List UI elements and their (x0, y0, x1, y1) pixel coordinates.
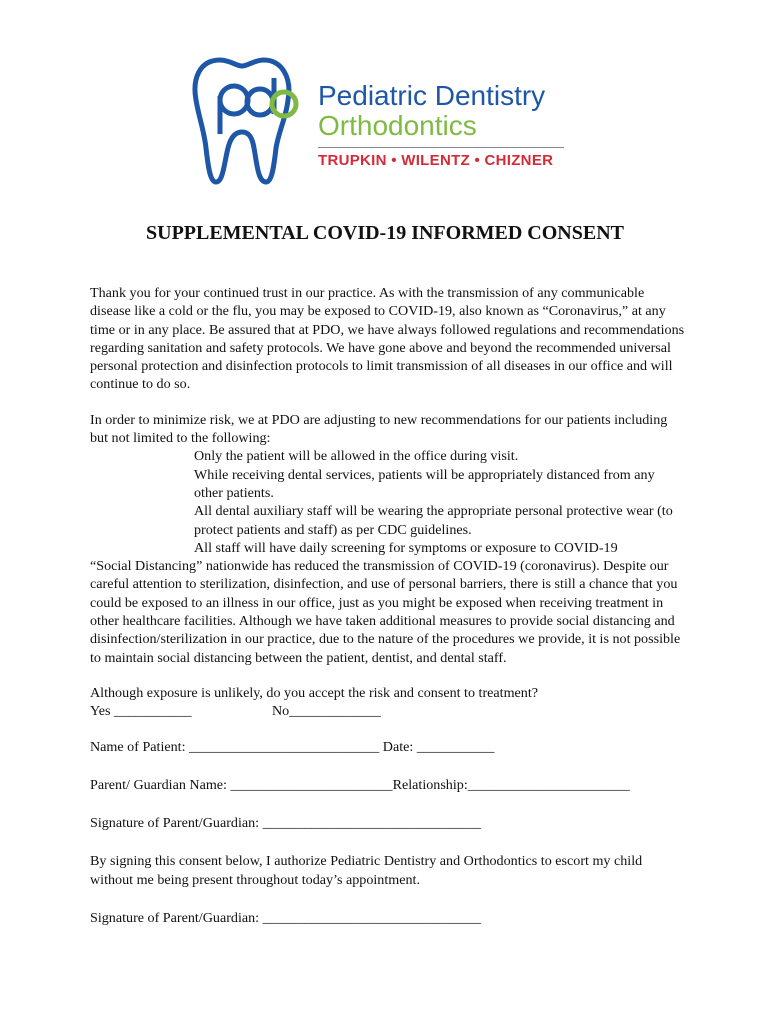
intro-paragraph: Thank you for your continued trust in our practice. As with the transmission of any communicable disease like a cold or the flu, you may be exposed to COVID-19, also known as “Coronavirus,” at any time or in any place. Be assured that at PDO, we have always followed regulations and recommendations regarding sanitation and safety protocols. We have gone above and beyond the recommended universal personal protection and disinfection protocols to limit transmission of all diseases in our office and will continue to do so. (90, 285, 685, 393)
brand-doctors: TRUPKIN • WILENTZ • CHIZNER (318, 152, 554, 169)
list-item: All dental auxiliary staff will be wearing the appropriate personal protective wear (to protect patients and staff) as per CDC guidelines. (194, 503, 673, 538)
yes-field[interactable]: Yes ___________ (90, 703, 192, 720)
guardian-signature-field-2[interactable]: Signature of Parent/Guardian: _______________________________ (90, 910, 482, 927)
yes-no-row (90, 702, 685, 720)
consent-question: Although exposure is unlikely, do you accept the risk and consent to treatment? (90, 684, 539, 701)
no-field[interactable]: No_____________ (272, 703, 381, 720)
list-item: Only the patient will be allowed in the office during visit. (194, 448, 519, 465)
guardian-name-relationship-field[interactable]: Parent/ Guardian Name: _______________________Relationship:_______________________ (90, 776, 630, 793)
document-title: SUPPLEMENTAL COVID-19 INFORMED CONSENT (146, 222, 624, 244)
patient-name-date-field[interactable]: Name of Patient: ___________________________ Date: ___________ (90, 738, 495, 755)
measures-list (90, 447, 685, 557)
escort-authorization: By signing this consent below, I authorize Pediatric Dentistry and Orthodontics to escort my child without me being present throughout today’s appointment. (90, 853, 643, 888)
brand-line-1: Pediatric Dentistry (318, 80, 546, 111)
list-item: All staff will have daily screening for symptoms or exposure to COVID-19 (194, 539, 618, 556)
guardian-signature-field-1[interactable]: Signature of Parent/Guardian: _______________________________ (90, 815, 482, 832)
brand-divider (318, 147, 564, 148)
brand-text (318, 81, 564, 169)
document-body (90, 284, 685, 927)
measures-intro: In order to minimize risk, we at PDO are adjusting to new recommendations for our patients including but not limited to the following: (90, 411, 668, 447)
brand-line-2: Orthodontics (318, 110, 477, 141)
tooth-logo-icon (190, 48, 310, 188)
list-item: While receiving dental services, patients will be appropriately distanced from any other patients. (194, 466, 655, 501)
risk-paragraph: “Social Distancing” nationwide has reduced the transmission of COVID-19 (coronavirus). Despite our careful attention to sterilization, disinfection, and use of personal barriers, there is still a chance that you could be exposed to an illness in our office, just as you might be exposed when receiving treatment in other healthcare facilities. Although we have taken additional measures to provide social distancing and disinfection/sterilization in our practice, due to the nature of the procedures we provide, it is not possible to maintain social distancing between the patient, dentist, and dental staff. (90, 558, 681, 666)
